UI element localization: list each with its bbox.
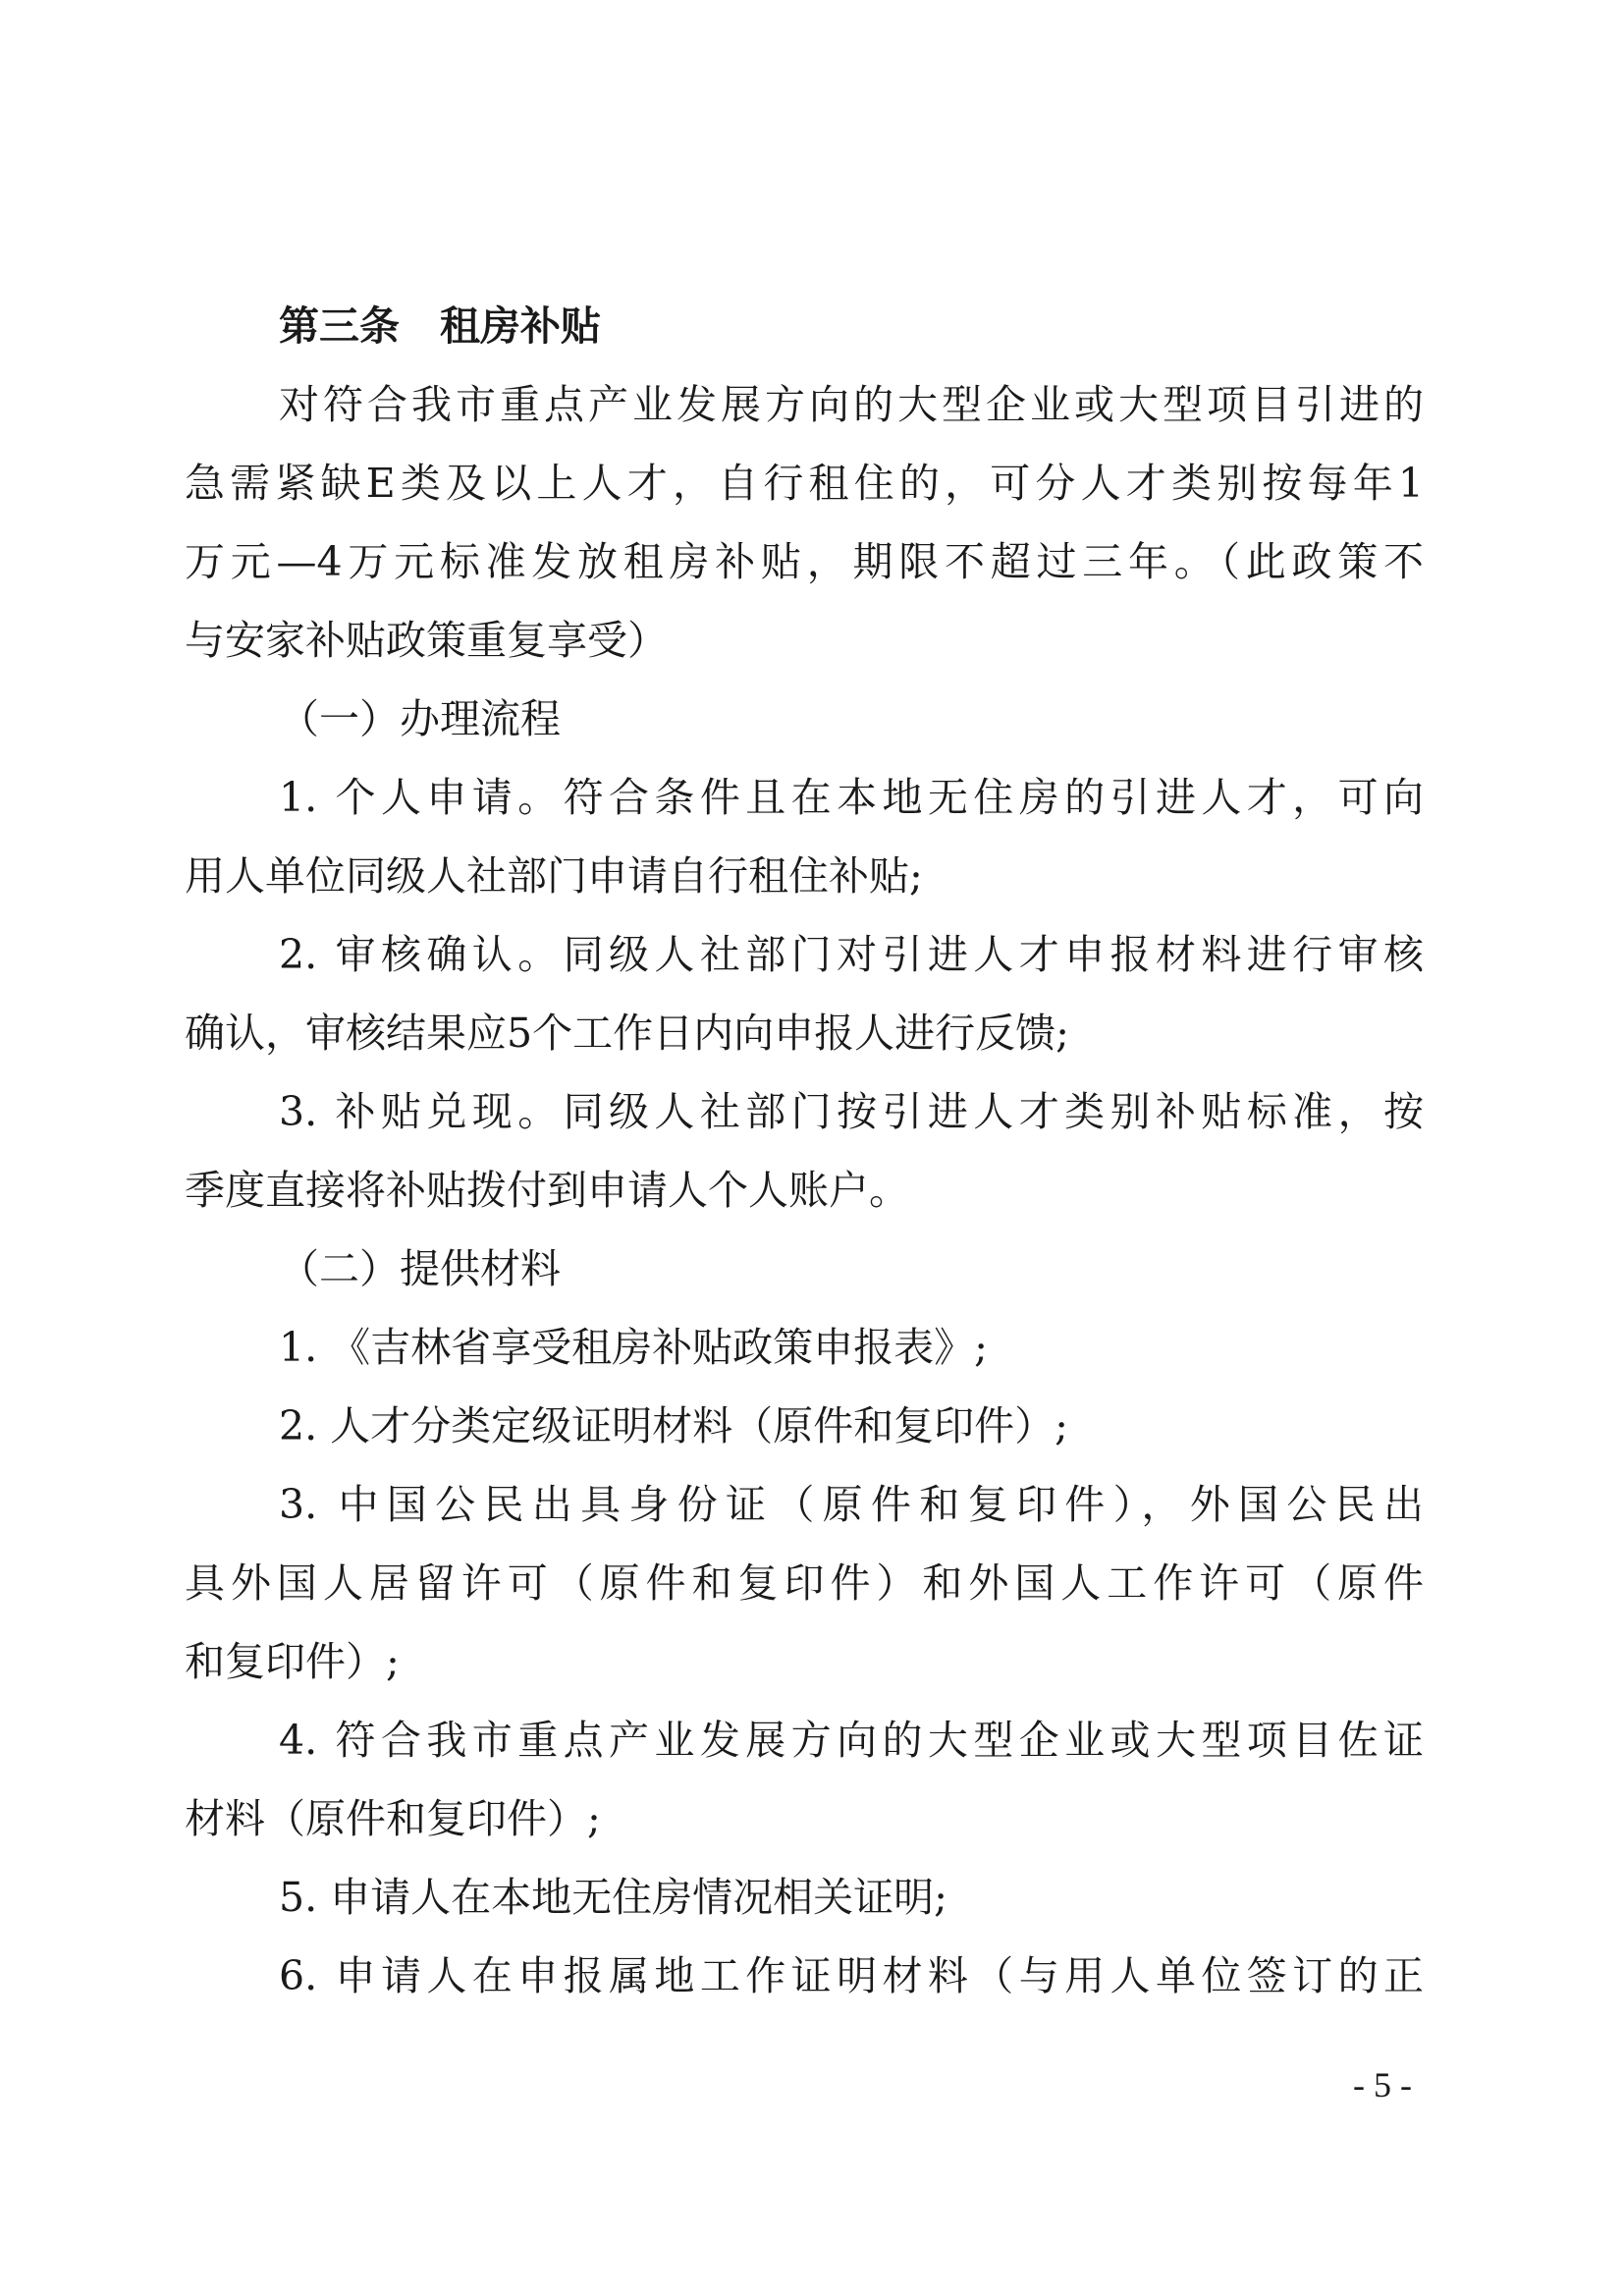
list-item-line: 5. 申请人在本地无住房情况相关证明; [279, 1874, 947, 1921]
document-body [185, 287, 1424, 2015]
section-heading: （二）提供材料 [279, 1245, 561, 1292]
section-heading: （一）办理流程 [279, 695, 561, 742]
list-item-line: 确认，审核结果应5个工作日内向申报人进行反馈; [185, 1010, 1069, 1057]
list-item-line: 2. 人才分类定级证明材料（原件和复印件）; [279, 1402, 1068, 1449]
list-item-line: 6. 申请人在申报属地工作证明材料（与用人单位签订的正 [279, 1952, 1424, 1999]
paragraph-line: 与安家补贴政策重复享受） [185, 617, 668, 664]
list-item-line: 3. 中国公民出具身份证（原件和复印件），外国公民出 [279, 1481, 1424, 1528]
paragraph-line: 急需紧缺E类及以上人才，自行租住的，可分人才类别按每年1 [185, 460, 1424, 507]
paragraph-line: 万元—4万元标准发放租房补贴，期限不超过三年。（此政策不 [185, 538, 1424, 585]
list-item-line: 1. 个人申请。符合条件且在本地无住房的引进人才，可向 [279, 774, 1424, 821]
list-item-line: 和复印件）; [185, 1638, 400, 1685]
list-item-line: 季度直接将补贴拨付到申请人个人账户。 [185, 1167, 909, 1214]
list-item-line: 1. 《吉林省享受租房补贴政策申报表》; [279, 1324, 988, 1371]
list-item-line: 3. 补贴兑现。同级人社部门按引进人才类别补贴标准，按 [279, 1088, 1424, 1135]
article-heading: 第三条 租房补贴 [279, 302, 601, 350]
paragraph-line: 对符合我市重点产业发展方向的大型企业或大型项目引进的 [279, 381, 1424, 428]
list-item-line: 具外国人居留许可（原件和复印件）和外国人工作许可（原件 [185, 1559, 1424, 1607]
page-number: - 5 - [1353, 2065, 1412, 2105]
list-item-line: 用人单位同级人社部门申请自行租住补贴; [185, 852, 923, 900]
list-item-line: 2. 审核确认。同级人社部门对引进人才申报材料进行审核 [279, 931, 1424, 978]
list-item-line: 4. 符合我市重点产业发展方向的大型企业或大型项目佐证 [279, 1717, 1424, 1764]
list-item-line: 材料（原件和复印件）; [185, 1795, 601, 1842]
